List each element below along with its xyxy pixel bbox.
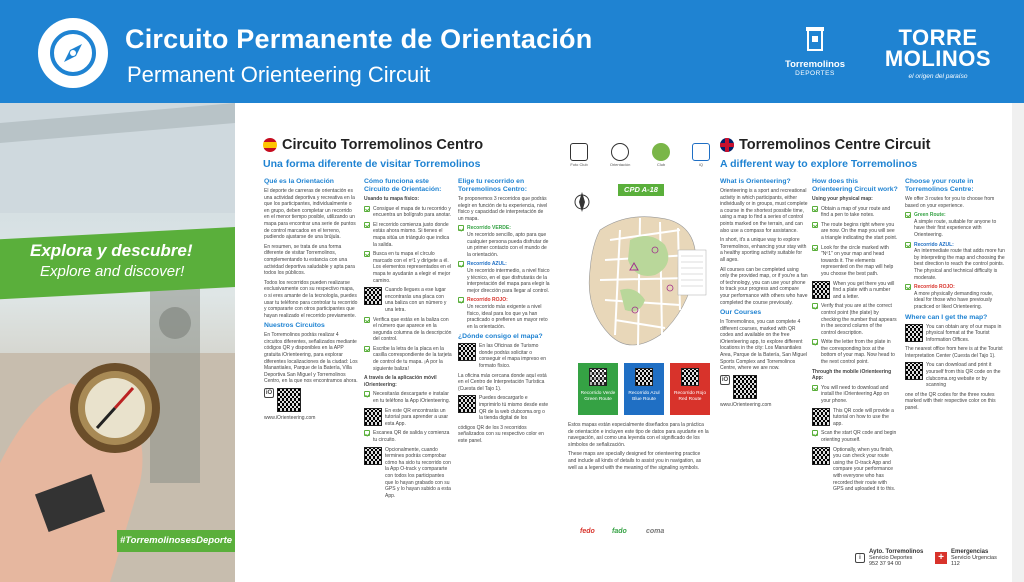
emergency-name: Emergencias xyxy=(951,549,989,555)
check-icon xyxy=(812,385,818,391)
step-text: Escanea QR de salida y comienza tu circuito. xyxy=(373,430,450,443)
step-text: Opcionalmente, cuando termines podrás comprobar cómo ha sido tu recorrido con la App O-track y compararte con todos los participantes que lo hayan grabado con su GPS y lo hayan subido a esta App. xyxy=(385,446,451,499)
route-blue xyxy=(905,242,1005,282)
qr-code[interactable] xyxy=(681,368,699,386)
qr-code[interactable] xyxy=(905,324,923,342)
subheading-app: Through the mobile iOrienteering App: xyxy=(812,368,892,382)
tower-icon xyxy=(804,26,826,52)
qr-code[interactable] xyxy=(458,343,476,361)
heading-circuits: Nuestros Circuitos xyxy=(264,322,325,330)
iorienteering-icon: iO xyxy=(721,376,729,383)
paragraph: La oficina más cercana donde aquí está en el Centro de Interpretación Turística (Cuesta del Tajo 1). xyxy=(458,372,547,392)
check-icon xyxy=(812,245,818,251)
step-text: This QR code will provide a tutorial on how to use the app. xyxy=(833,407,894,427)
check-icon xyxy=(364,430,370,436)
heading-choose-route: Choose your route in Torremolinos Centre: xyxy=(905,178,974,193)
step-5 xyxy=(812,303,898,336)
title-english: Permanent Orienteering Circuit xyxy=(127,62,431,87)
step-2 xyxy=(812,222,898,242)
brand-slogan: el origen del paraíso xyxy=(908,73,968,80)
cpd-label: CPD A-18 xyxy=(618,184,664,196)
app-badge xyxy=(720,375,808,399)
uk-flag-icon xyxy=(720,138,734,152)
check-icon xyxy=(905,212,911,218)
route-red-label: Recorrido ROJO: xyxy=(914,284,955,291)
heading-how-works: How does this Orienteering Circuit work? xyxy=(812,178,898,193)
footer-office xyxy=(855,549,923,567)
step-text: You will need to download and install the iOrienteering App on your phone. xyxy=(821,384,890,405)
route-red xyxy=(905,284,1005,310)
compass-hand-photo xyxy=(0,103,235,582)
paragraph: You can download and print it yourself from this QR code on the clubcoma.org website or by scanning xyxy=(926,362,1001,389)
step-6 xyxy=(364,346,452,372)
paragraph: The nearest office from here is at the Tourist Interpretation Center (Cuesta del Tajo 1). xyxy=(905,346,1003,359)
club-logo-4 xyxy=(692,143,710,167)
route-red-text: Un recorrido más exigente a nivel físico, ideal para los que ya han practicado o prefieren un mayor reto en la orientación. xyxy=(467,303,548,330)
paragraph: We offer 3 routes for you to choose from based on your experience. xyxy=(905,196,995,209)
heading-how-works: Cómo funciona este Circuito de Orientación: xyxy=(364,178,442,193)
map-note-es: Estos mapas están especialmente diseñados para la práctica de orientación e incluyen este tipo de datos para ayudarte en la navegación, así como una leyenda con el significado de los símbolos de señalización. xyxy=(568,422,709,448)
english-col-1 xyxy=(720,175,808,411)
paragraph: Todos los recorridos pueden realizarse exclusivamente con su respectivo mapa, o si eres amante de la tecnología, puedes usar tu teléfono para controlar tu recorrido y compararte con otros participantes que hayan realizado el recorrido previamente. xyxy=(264,279,358,319)
route-name-es: Recorrido Rojo xyxy=(674,391,706,396)
heading-where-map: ¿Dónde consigo el mapa? xyxy=(458,333,543,341)
english-col-2 xyxy=(812,175,898,496)
route-red xyxy=(458,297,550,330)
website-link[interactable]: www.iOrienteering.com xyxy=(264,415,316,422)
english-col-3 xyxy=(905,175,1005,415)
compass-icon xyxy=(38,18,108,88)
step-text: Consigue el mapa de tu recorrido y encuentra un bolígrafo para anotar. xyxy=(373,205,452,219)
step-text: Necesitarás descargarte e instalar en tu teléfono la App iOrienteering. xyxy=(373,391,450,405)
step-7 xyxy=(812,385,898,405)
check-icon xyxy=(458,297,464,303)
headline-english: Explore and discover! xyxy=(40,263,185,280)
qr-code[interactable] xyxy=(905,362,923,380)
step-text: Optionally, when you finish, you can check your route using the O-track App and compare your performance with everyone who has recorded their route with GPS and uploaded it to this. xyxy=(833,446,896,493)
check-icon xyxy=(364,317,370,323)
spanish-col-1 xyxy=(264,175,358,425)
heading-choose-route: Elige tu recorrido en Torremolinos Centro: xyxy=(458,178,527,193)
route-blue-label: Recorrido AZUL: xyxy=(914,241,954,248)
check-icon xyxy=(364,346,370,352)
step-text: Scan the start QR code and begin orienting yourself. xyxy=(821,430,897,443)
check-icon xyxy=(364,391,370,397)
spain-flag-icon xyxy=(263,138,277,152)
route-blue-label: Recorrido AZUL: xyxy=(467,261,507,268)
step-text: The route begins right where you are now. On the map you will see a triangle indicating the start point. xyxy=(821,221,898,241)
footer-emergency xyxy=(935,549,997,567)
step-4 xyxy=(812,281,898,301)
qr-code[interactable] xyxy=(458,395,476,413)
step-8 xyxy=(364,408,452,428)
english-subtitle: A different way to explore Torremolinos xyxy=(720,158,918,170)
route-box-red[interactable] xyxy=(670,363,710,415)
check-icon xyxy=(364,206,370,212)
paragraph: In Torremolinos, you can complete 4 different courses, marked with QR codes and available on the free iOrienteering app, to explore different locations in the city: Los Manantiales Area, Parque de la Batería, San Miguel Sports Complex and Torremolinos Centre, where we are now. xyxy=(720,319,807,372)
heading-where-map: Where can I get the map? xyxy=(905,313,988,321)
club-logo-label: iQ xyxy=(699,162,703,167)
check-icon xyxy=(812,339,818,345)
route-name-en: Blue Route xyxy=(632,396,656,402)
step-7 xyxy=(364,391,452,404)
office-sub: Servicio Deportes xyxy=(869,555,913,561)
paragraph: En Torremolinos podrás realizar 4 circuitos diferentes, señalizados mediante códigos QR y disponibles en la APP gratuita iOrienteering, para explorar diferentes localizaciones de la ciudad: Los Manantiales, Parque de la Batería, Villa Deportiva San Miguel y Torremolinos Centro, en la que nos encontramos ahora. xyxy=(264,332,358,385)
club-logo-2 xyxy=(610,143,630,167)
step-3 xyxy=(364,251,452,284)
sponsor-coma: coma xyxy=(646,528,665,535)
step-text: When you get there you will find a plate with a number and a letter. xyxy=(833,280,895,300)
club-logo-label: Foto Club xyxy=(570,162,588,167)
step-text: En este QR encontrarás un tutorial para aprender a usar esta App. xyxy=(385,407,449,427)
subheading-map: Usando tu mapa físico: xyxy=(364,196,420,202)
qr-code[interactable] xyxy=(635,368,653,386)
check-icon xyxy=(812,206,818,212)
step-8 xyxy=(812,408,898,428)
club-logo-3 xyxy=(652,143,670,167)
spanish-col-2 xyxy=(364,175,452,502)
subheading-app: A través de la aplicación móvil iOrienteering: xyxy=(364,375,437,388)
paragraph: Orienteering is a sport and recreational activity in which participants, either individually or in groups, must complete a course in the shortest possible time, using a map to find a series of control points marked on the terrain, and can also use a compass for assistance. xyxy=(720,188,808,234)
municipal-logo xyxy=(770,26,860,77)
step-text: Verifica que estás en la baliza con el número que aparece en la segunda columna de la descripción del control. xyxy=(373,316,452,343)
heading-what-is: Qué es la Orientación xyxy=(264,178,334,185)
step-4 xyxy=(364,287,452,313)
north-arrow-icon xyxy=(575,192,589,212)
english-title: Torremolinos Centre Circuit xyxy=(739,137,931,153)
subheading-map: Using your physical map: xyxy=(812,196,873,202)
step-6 xyxy=(812,339,898,365)
club-logo-label: Club xyxy=(657,162,666,167)
step-text: Write the letter from the plate in the corresponding box at the bottom of your map. Now head to the next control point. xyxy=(821,339,895,366)
route-blue-text: An intermediate route that adds more fun by interpreting the map and choosing the best direction to reach the control points. The physical and technical difficulty is moderate. xyxy=(914,248,1005,281)
route-red-label: Recorrido ROJO: xyxy=(467,297,508,304)
office-phone[interactable]: 952 37 94 00 xyxy=(869,561,902,567)
step-text: El recorrido comienza justo donde estás ahora mismo. Si tienes el mapa sitúa un triángulo que indica la salida. xyxy=(373,221,450,248)
route-green-text: Un recorrido sencillo, apto para que cualquier persona pueda disfrutar de un primer contacto con el mundo de la orientación. xyxy=(467,231,549,258)
emergency-sub: Servicio Urgencias xyxy=(951,555,997,561)
paragraph: códigos QR de los 3 recorridos señalizados con su respectivo color en este panel. xyxy=(458,424,544,444)
photo-illustration xyxy=(0,103,235,582)
route-name-en: Green Route xyxy=(584,396,612,402)
step-1 xyxy=(812,206,898,219)
check-icon xyxy=(364,222,370,228)
sponsor-fedo: fedo xyxy=(580,528,595,535)
municipal-logo-name: Torremolinos xyxy=(785,59,845,70)
paragraph: El deporte de carreras de orientación es una actividad deportiva y recreativa en la que los participantes, individualmente o en grupo, deben completar un recorrido en el menor tiempo posible, utilizando un mapa para encontrar una serie de puntos de control marcados en el terreno, pudiendo ajustarse de una brújula. xyxy=(264,188,356,241)
website-link[interactable]: www.iOrienteering.com xyxy=(720,401,772,408)
qr-code[interactable] xyxy=(812,408,830,426)
paragraph: En las Oficinas de Turismo donde podrás solicitar o conseguir el mapa impreso en formato físico. xyxy=(479,343,546,370)
step-text: Verify that you are at the correct control point (the plate) by checking the number that appears in the second column of the control description. xyxy=(821,303,897,336)
route-red-text: A more physically demanding route, ideal for those who have previously practiced or liked Orienteering. xyxy=(914,290,994,310)
step-text: Escribe la letra de la placa en la casilla correspondiente de la tarjeta de control de tu mapa. ¡A por la siguiente baliza! xyxy=(373,345,452,372)
check-icon xyxy=(812,430,818,436)
club-logo-1 xyxy=(570,143,588,167)
paragraph: All courses can be completed using only the provided map, or if you're a fan of technology, you can use your phone to track your progress and compare your performance with others who have completed the course previously. xyxy=(720,266,808,306)
map-note xyxy=(568,422,710,474)
qr-code[interactable] xyxy=(733,375,757,399)
spanish-title: Circuito Torremolinos Centro xyxy=(282,137,484,153)
title-spanish: Circuito Permanente de Orientación xyxy=(125,24,593,54)
step-10 xyxy=(812,447,898,493)
club-logo-label: Orientación xyxy=(609,162,631,167)
emergency-phone[interactable]: 112 xyxy=(951,561,960,567)
heading-courses: Our Courses xyxy=(720,309,762,317)
emergency-cross-icon: + xyxy=(935,552,947,564)
brand-logo-line2: MOLINOS xyxy=(884,46,992,71)
route-green-label: Green Route: xyxy=(914,212,946,219)
orienteering-map xyxy=(560,170,708,360)
headline-spanish: Explora y descubre! xyxy=(30,241,193,260)
map-office xyxy=(905,324,1005,344)
route-green-text: A simple route, suitable for anyone to have their first experience with Orienteering. xyxy=(914,218,997,238)
step-3 xyxy=(812,245,898,278)
spanish-subtitle: Una forma diferente de visitar Torremolinos xyxy=(263,158,481,170)
brand-logo xyxy=(873,27,1003,80)
step-text: Look for the circle marked with "Nº1" on your map and head towards it. The elements represented on the map will help you choose the best path. xyxy=(821,244,894,277)
route-blue-text: Un recorrido intermedio, a nivel físico y técnico, en el que disfrutarás de la interpretación del mapa para elegir la mejor dirección para llegar al control. xyxy=(467,267,550,294)
step-text: Busca en tu mapa el círculo marcado con el nº1 y dirígete a él. Los elementos representados en el mapa te ayudarán a elegir el mejor camino. xyxy=(373,251,452,284)
route-name-es: Recorrido Verde xyxy=(580,391,616,396)
route-blue xyxy=(458,261,550,294)
qr-code[interactable] xyxy=(364,447,382,465)
route-qr-boxes xyxy=(578,363,710,415)
check-icon xyxy=(905,284,911,290)
header xyxy=(0,0,1024,103)
route-name-es: Recorrido Azul xyxy=(628,391,660,396)
paragraph: Te proponemos 3 recorridos que podrás elegir en función de tu experiencia, nivel físico y capacidad de interpretación de un mapa. xyxy=(458,196,548,222)
route-green xyxy=(458,225,550,258)
paragraph: In short, it's a unique way to explore Torremolinos, enhancing your stay with a healthy sporting activity suitable for all ages. xyxy=(720,237,807,263)
step-2 xyxy=(364,222,452,248)
step-9 xyxy=(364,430,452,443)
panel-edge xyxy=(1012,103,1024,582)
qr-code[interactable] xyxy=(364,408,382,426)
paragraph: Puedes descargarlo e imprimirlo tú mismo desde este QR de la web clubcoma.org o la tienda digital de los xyxy=(479,395,549,422)
map-note-en: These maps are specially designed for orienteering practice and include all kinds of details to assist you in navigation, as well as a legend with the meaning of the signaling symbols. xyxy=(568,451,702,471)
qr-code[interactable] xyxy=(277,388,301,412)
route-name-en: Red Route xyxy=(678,396,702,402)
heading-what-is: What is Orienteering? xyxy=(720,178,791,185)
route-green-label: Recorrido VERDE: xyxy=(467,225,511,232)
map-download xyxy=(458,395,550,421)
municipal-logo-sub: DEPORTES xyxy=(795,70,835,77)
plate-image xyxy=(364,287,382,305)
check-icon xyxy=(812,222,818,228)
step-text: Cuando llegues a ese lugar encontrarás una placa con una baliza con un número y una letra. xyxy=(385,287,447,313)
step-5 xyxy=(364,317,452,343)
paragraph: one of the QR codes for the three routes marked with their respective color on this panel. xyxy=(905,391,996,412)
sponsor-fado: fado xyxy=(612,528,627,535)
map-download xyxy=(905,362,1005,388)
check-icon xyxy=(458,261,464,267)
qr-code[interactable] xyxy=(812,447,830,465)
route-green xyxy=(905,212,1005,238)
office-name: Ayto. Torremolinos xyxy=(869,549,924,555)
check-icon xyxy=(905,242,911,248)
hashtag-badge: #TorremolinosesDeporte xyxy=(117,530,235,552)
qr-code[interactable] xyxy=(589,368,607,386)
route-box-green[interactable] xyxy=(578,363,618,415)
paragraph: En resumen, se trata de una forma diferente de visitar Torremolinos, complementando tu estancia con una actividad deportiva saludable y apta para todos los públicos. xyxy=(264,243,355,277)
step-9 xyxy=(812,430,898,443)
brand-logo-line1: TORRE xyxy=(898,25,978,50)
office-icon: i xyxy=(855,553,865,563)
step-text: Obtain a map of your route and find a pen to take notes. xyxy=(821,205,891,219)
step-1 xyxy=(364,206,452,219)
step-10 xyxy=(364,447,452,500)
route-box-blue[interactable] xyxy=(624,363,664,415)
check-icon xyxy=(812,303,818,309)
iorienteering-icon: iO xyxy=(265,390,273,397)
club-logos xyxy=(570,143,710,167)
check-icon xyxy=(458,225,464,231)
map-office xyxy=(458,343,550,369)
check-icon xyxy=(364,251,370,257)
plate-image xyxy=(812,281,830,299)
paragraph: You can obtain any of our maps in physical format at the Tourist Information Offices. xyxy=(926,323,1002,343)
spanish-col-3 xyxy=(458,175,550,448)
app-badge xyxy=(264,388,358,412)
